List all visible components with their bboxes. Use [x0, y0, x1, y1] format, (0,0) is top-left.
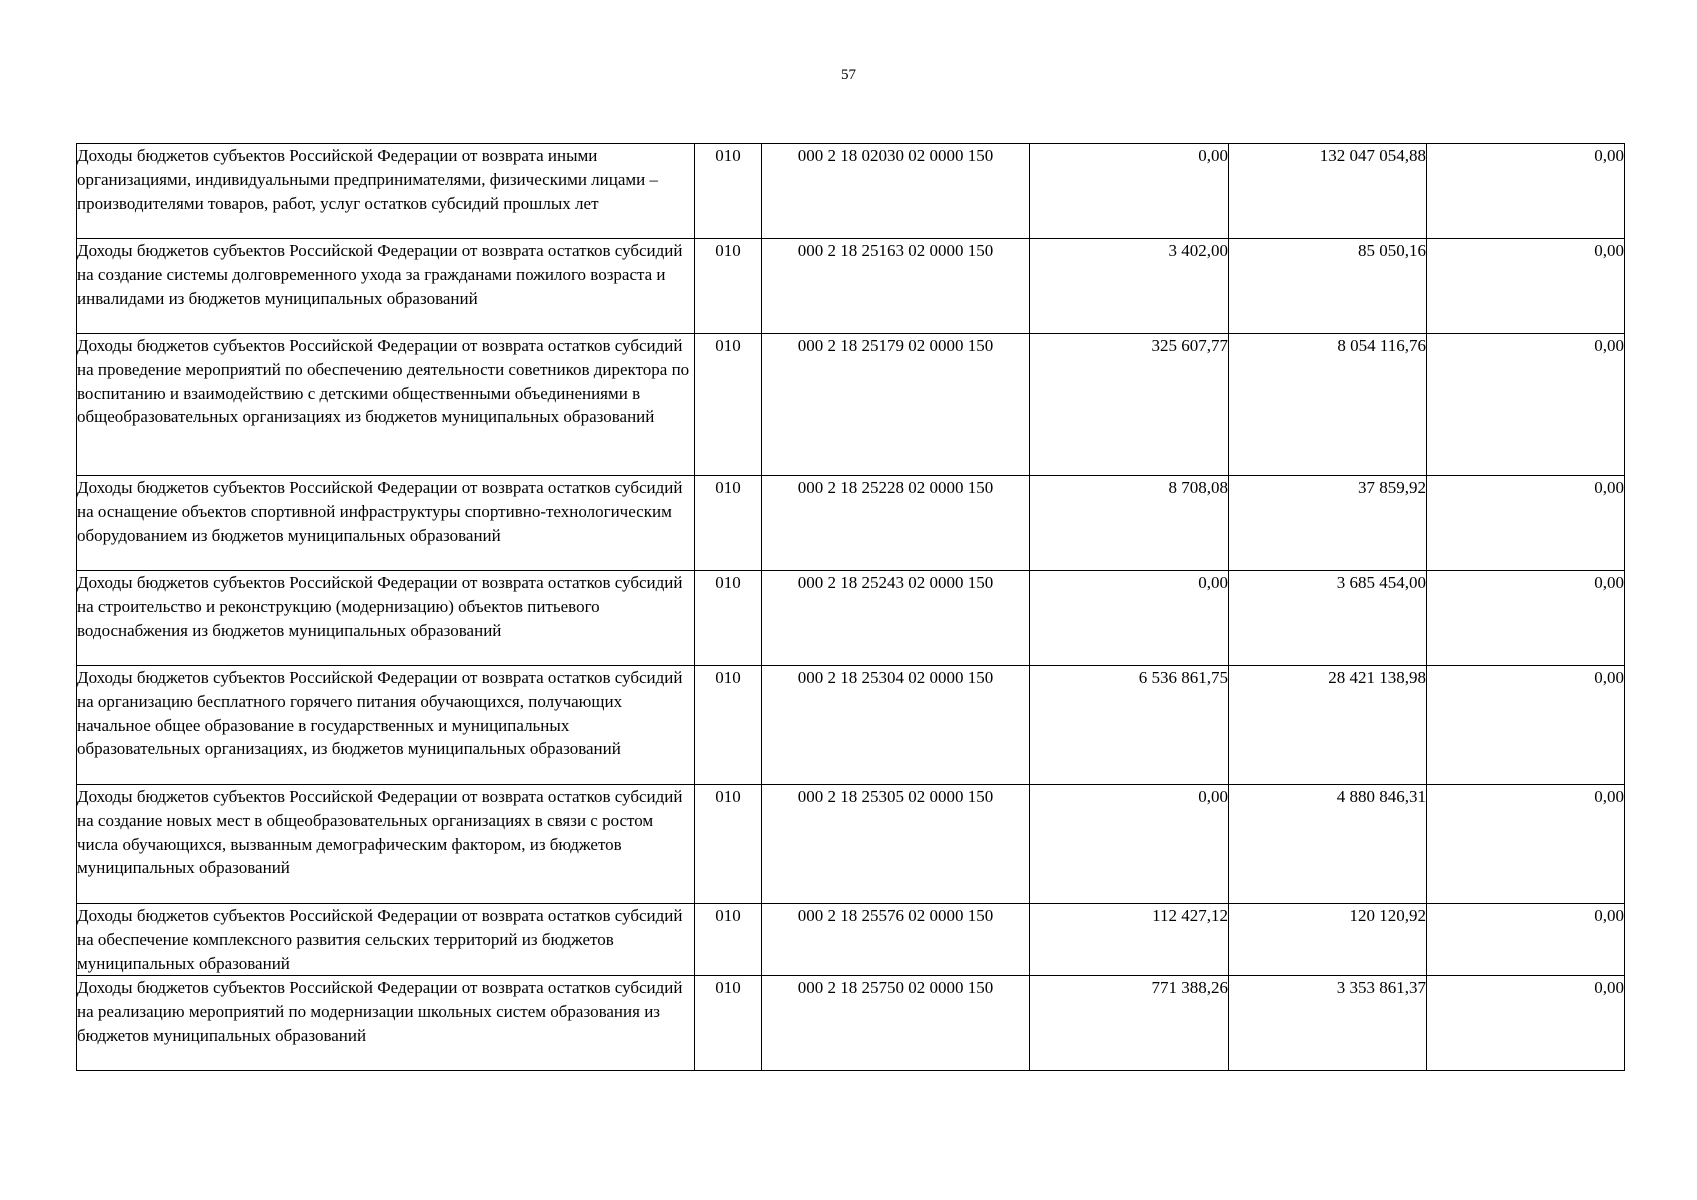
revenue-name-cell: Доходы бюджетов субъектов Российской Федерации от возврата иными организациями, индивидуальными предпринимателями, физическими лицами – производителями товаров, работ, услуг остатков субсидий прошлых лет — [77, 144, 695, 239]
amount-cell-2: 3 685 454,00 — [1229, 571, 1427, 666]
table-row — [77, 476, 1625, 571]
amount-cell-1: 0,00 — [1030, 144, 1229, 239]
amount-cell-3: 0,00 — [1427, 476, 1625, 571]
revenue-name-cell: Доходы бюджетов субъектов Российской Федерации от возврата остатков субсидий на проведение мероприятий по обеспечению деятельности советников директора по воспитанию и взаимодействию с детскими общественными объединениями в общеобразовательных организациях из бюджетов муниципальных образований — [77, 334, 695, 476]
amount-cell-2: 85 050,16 — [1229, 239, 1427, 334]
table-row — [77, 239, 1625, 334]
classification-code-cell: 000 2 18 25179 02 0000 150 — [762, 334, 1030, 476]
amount-cell-1: 771 388,26 — [1030, 976, 1229, 1071]
revenue-name-cell: Доходы бюджетов субъектов Российской Федерации от возврата остатков субсидий на создание новых мест в общеобразовательных организациях в связи с ростом числа обучающихся, вызванным демографическим фактором, из бюджетов муниципальных образований — [77, 785, 695, 904]
classification-code-cell: 000 2 18 25750 02 0000 150 — [762, 976, 1030, 1071]
classification-code-cell: 000 2 18 02030 02 0000 150 — [762, 144, 1030, 239]
amount-cell-2: 120 120,92 — [1229, 904, 1427, 976]
admin-code-cell: 010 — [695, 666, 762, 785]
amount-cell-3: 0,00 — [1427, 904, 1625, 976]
classification-code-cell: 000 2 18 25304 02 0000 150 — [762, 666, 1030, 785]
admin-code-cell: 010 — [695, 785, 762, 904]
amount-cell-3: 0,00 — [1427, 666, 1625, 785]
amount-cell-3: 0,00 — [1427, 334, 1625, 476]
table-row — [77, 144, 1625, 239]
revenue-table — [76, 143, 1625, 1071]
table-row — [77, 571, 1625, 666]
amount-cell-3: 0,00 — [1427, 976, 1625, 1071]
classification-code-cell: 000 2 18 25576 02 0000 150 — [762, 904, 1030, 976]
admin-code-cell: 010 — [695, 976, 762, 1071]
amount-cell-1: 0,00 — [1030, 571, 1229, 666]
admin-code-cell: 010 — [695, 334, 762, 476]
revenue-name-cell: Доходы бюджетов субъектов Российской Федерации от возврата остатков субсидий на создание системы долговременного ухода за гражданами пожилого возраста и инвалидами из бюджетов муниципальных образований — [77, 239, 695, 334]
amount-cell-3: 0,00 — [1427, 571, 1625, 666]
amount-cell-1: 0,00 — [1030, 785, 1229, 904]
revenue-name-cell: Доходы бюджетов субъектов Российской Федерации от возврата остатков субсидий на реализацию мероприятий по модернизации школьных систем образования из бюджетов муниципальных образований — [77, 976, 695, 1071]
amount-cell-1: 8 708,08 — [1030, 476, 1229, 571]
table-row — [77, 904, 1625, 976]
amount-cell-2: 132 047 054,88 — [1229, 144, 1427, 239]
admin-code-cell: 010 — [695, 239, 762, 334]
revenue-name-cell: Доходы бюджетов субъектов Российской Федерации от возврата остатков субсидий на оснащение объектов спортивной инфраструктуры спортивно-технологическим оборудованием из бюджетов муниципальных образований — [77, 476, 695, 571]
revenue-name-cell: Доходы бюджетов субъектов Российской Федерации от возврата остатков субсидий на строительство и реконструкцию (модернизацию) объектов питьевого водоснабжения из бюджетов муниципальных образований — [77, 571, 695, 666]
amount-cell-1: 325 607,77 — [1030, 334, 1229, 476]
table-row — [77, 976, 1625, 1071]
classification-code-cell: 000 2 18 25305 02 0000 150 — [762, 785, 1030, 904]
table-row — [77, 666, 1625, 785]
amount-cell-2: 8 054 116,76 — [1229, 334, 1427, 476]
admin-code-cell: 010 — [695, 904, 762, 976]
classification-code-cell: 000 2 18 25163 02 0000 150 — [762, 239, 1030, 334]
revenue-name-cell: Доходы бюджетов субъектов Российской Федерации от возврата остатков субсидий на организацию бесплатного горячего питания обучающихся, получающих начальное общее образование в государственных и муниципальных образовательных организациях, из бюджетов муниципальных образований — [77, 666, 695, 785]
amount-cell-3: 0,00 — [1427, 144, 1625, 239]
admin-code-cell: 010 — [695, 144, 762, 239]
amount-cell-2: 37 859,92 — [1229, 476, 1427, 571]
amount-cell-3: 0,00 — [1427, 239, 1625, 334]
amount-cell-2: 4 880 846,31 — [1229, 785, 1427, 904]
table-row — [77, 785, 1625, 904]
amount-cell-1: 3 402,00 — [1030, 239, 1229, 334]
page-number: 57 — [841, 67, 856, 83]
amount-cell-2: 3 353 861,37 — [1229, 976, 1427, 1071]
amount-cell-3: 0,00 — [1427, 785, 1625, 904]
amount-cell-1: 112 427,12 — [1030, 904, 1229, 976]
classification-code-cell: 000 2 18 25243 02 0000 150 — [762, 571, 1030, 666]
amount-cell-1: 6 536 861,75 — [1030, 666, 1229, 785]
table-row — [77, 334, 1625, 476]
classification-code-cell: 000 2 18 25228 02 0000 150 — [762, 476, 1030, 571]
admin-code-cell: 010 — [695, 476, 762, 571]
revenue-name-cell: Доходы бюджетов субъектов Российской Федерации от возврата остатков субсидий на обеспечение комплексного развития сельских территорий из бюджетов муниципальных образований — [77, 904, 695, 976]
admin-code-cell: 010 — [695, 571, 762, 666]
amount-cell-2: 28 421 138,98 — [1229, 666, 1427, 785]
